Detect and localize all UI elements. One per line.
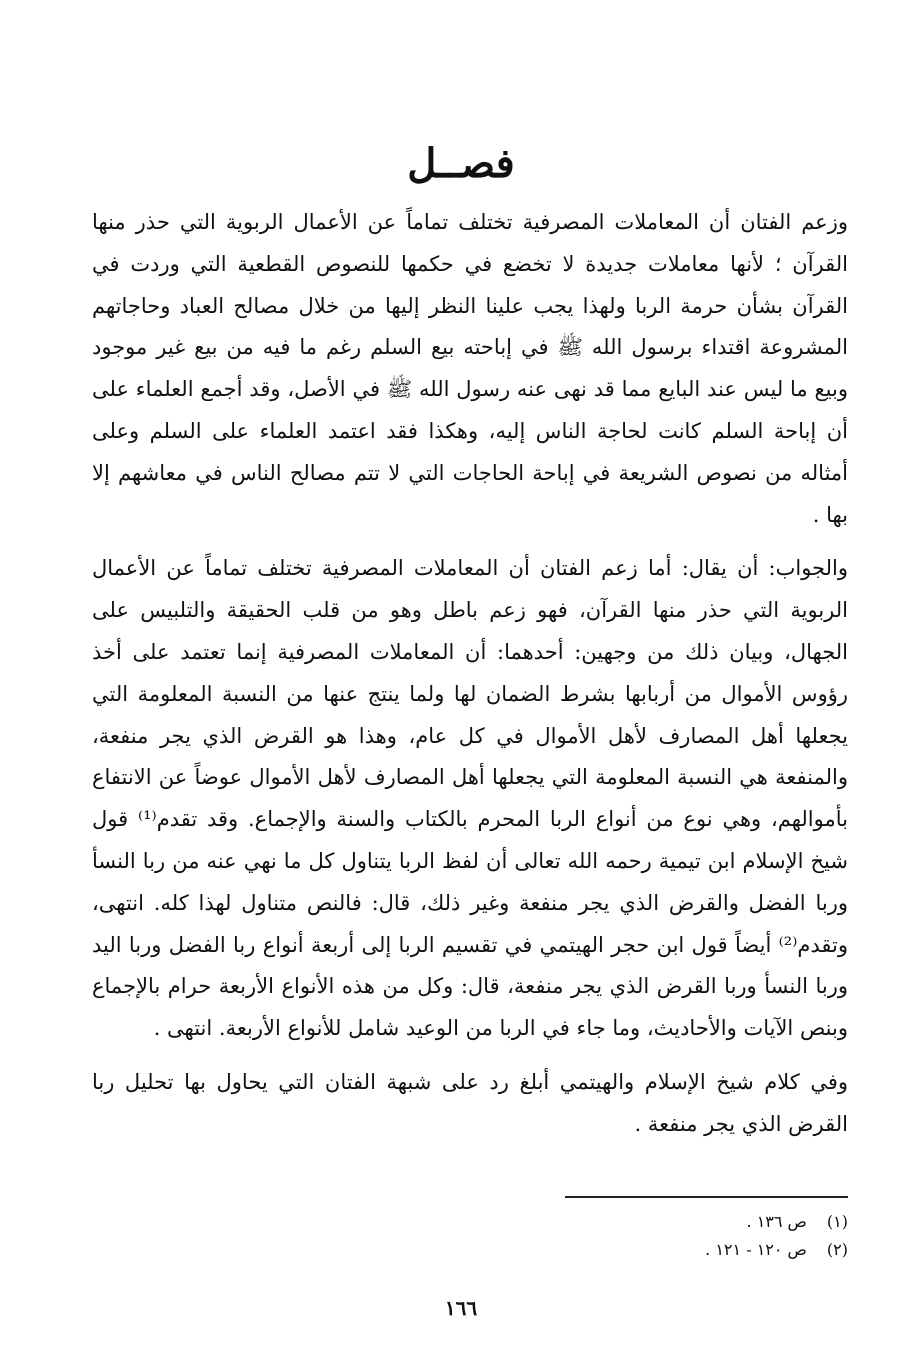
- footnote-2-number: (٢): [826, 1240, 848, 1259]
- footnote-1: [560, 1208, 848, 1236]
- paragraph-2: والجواب: أن يقال: أما زعم الفتان أن المعاملات المصرفية تختلف تماماً عن الأعمال الربوية التي حذر منها القرآن، فهو زعم باطل وهو من قلب الحقيقة والتلبيس على الجهال، وبيان ذلك من وجهين: أحدهما: أن المعاملات المصرفية إنما تعتمد على أخذ رؤوس الأموال من أربابها بشرط الضمان لها ولما ينتج عنها من النسبة المعلومة التي يجعلها أهل المصارف لأهل الأموال في كل عام، وهذا هو القرض الذي يجر منفعة، والمنفعة هي النسبة المعلومة التي يجعلها أهل المصارف لأهل الأموال عوضاً عن الانتفاع بأموالهم، وهي نوع من أنواع الربا المحرم بالكتاب والسنة والإجماع. وقد تقدم⁽¹⁾ قول شيخ الإسلام ابن تيمية رحمه الله تعالى أن لفظ الربا يتناول كل ما نهي عنه من ربا النسأ وربا الفضل والقرض الذي يجر منفعة وغير ذلك، قال: فالنص متناول لهذا كله. انتهى، وتقدم⁽²⁾ أيضاً قول ابن حجر الهيتمي في تقسيم الربا إلى أربعة أنواع ربا الفضل وربا اليد وربا النسأ وربا القرض الذي يجر منفعة، قال: وكل من هذه الأنواع الأربعة حرام بالإجماع وبنص الآيات والأحاديث، وما جاء في الربا من الوعيد شامل للأنواع الأربعة. انتهى .: [92, 556, 848, 1041]
- paragraph-3: وفي كلام شيخ الإسلام والهيتمي أبلغ رد على شبهة الفتان التي يحاول بها تحليل ربا القرض الذي يجر منفعة .: [92, 1069, 848, 1136]
- footnotes: [560, 1208, 848, 1264]
- footnote-1-number: (١): [826, 1212, 848, 1231]
- section-title: فصــل: [407, 140, 515, 187]
- footnote-2: [560, 1236, 848, 1264]
- paragraph-1: وزعم الفتان أن المعاملات المصرفية تختلف تماماً عن الأعمال الربوية التي حذر منها القرآن ؛ لأنها معاملات جديدة لا تخضع في حكمها للنصوص القطعية التي وردت في القرآن بشأن حرمة الربا ولهذا يجب علينا النظر إليها من خلال مصالح العباد وحاجاتهم المشروعة اقتداء برسول الله ﷺ في إباحته بيع السلم رغم ما فيه من بيع غير موجود وبيع ما ليس عند البايع مما قد نهى عنه رسول الله ﷺ في الأصل، وقد أجمع العلماء على أن إباحة السلم كانت لحاجة الناس إليه، وهكذا فقد اعتمد العلماء على السلم وعلى أمثاله من نصوص الشريعة في إباحة الحاجات التي لا تتم مصالح الناس في معاشهم إلا بها .: [92, 210, 848, 527]
- footnote-2-text: ص ١٢٠ - ١٢١ .: [705, 1240, 807, 1259]
- footnote-divider: [565, 1196, 848, 1198]
- footnote-1-text: ص ١٣٦ .: [746, 1212, 807, 1231]
- body-text: [92, 202, 848, 1158]
- page-number: ١٦٦: [444, 1296, 478, 1320]
